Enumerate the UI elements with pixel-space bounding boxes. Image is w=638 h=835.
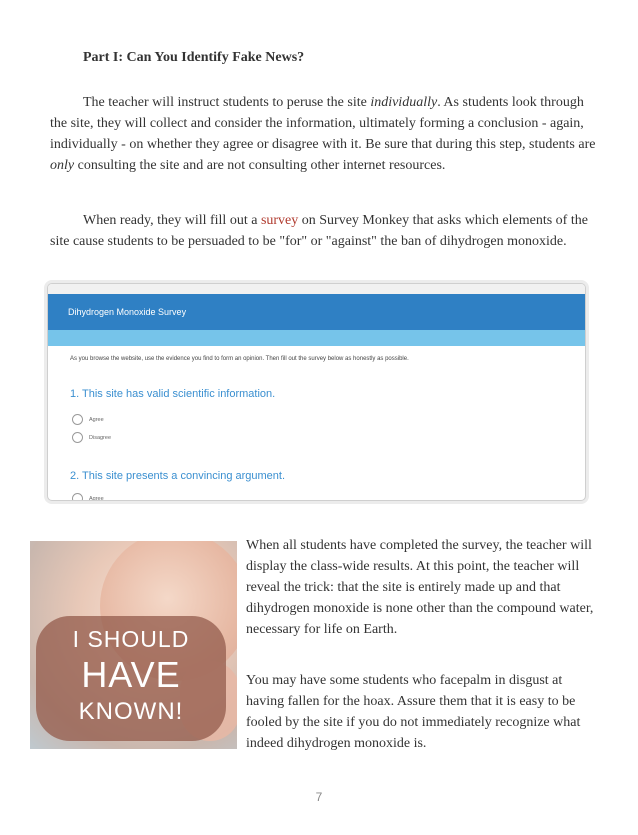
survey-screenshot <box>47 283 586 501</box>
para2-text-b: on Survey Monkey that asks which elements of the site cause students to be persuaded to be "for" or "against" the ban of dihydrogen monoxide. <box>50 213 588 249</box>
section-heading: Part I: Can You Identify Fake News? <box>83 50 305 65</box>
page-number: 7 <box>315 790 323 804</box>
baby-facepalm-image <box>30 541 237 749</box>
survey-option-label: Agree <box>89 416 104 423</box>
caption-line-2: HAVE <box>81 654 181 695</box>
radio-icon[interactable] <box>72 432 83 443</box>
survey-option-disagree[interactable] <box>72 432 111 443</box>
para1-text-b: . As students look through the site, they will collect and consider the information, ultimately forming a conclusion - again, individually - on whether they agree or disagree with it. Be sure that during this step, students are <box>50 95 596 152</box>
para1-text-a: The teacher will instruct students to peruse the site <box>83 95 371 110</box>
radio-icon[interactable] <box>72 493 83 501</box>
hoax-paragraph: You may have some students who facepalm in disgust at having fallen for the hoax. Assure them that it is easy to be fooled by the site if you do not immediately recognize what indeed dihydrogen monoxide is. <box>246 673 581 751</box>
survey-top-bar <box>48 284 585 294</box>
survey-option-label: Agree <box>89 495 104 501</box>
survey-band <box>48 330 585 346</box>
image-caption-overlay <box>36 616 226 741</box>
survey-question-2: 2. This site presents a convincing argument. <box>70 470 286 482</box>
survey-link[interactable]: survey <box>260 213 299 228</box>
para1-emphasis-only: only <box>50 158 75 173</box>
para2-text-a: When ready, they will fill out a <box>83 213 261 228</box>
survey-option-agree-2[interactable] <box>72 493 104 501</box>
survey-paragraph <box>50 210 598 252</box>
survey-title: Dihydrogen Monoxide Survey <box>48 294 585 330</box>
para1-text-c: consulting the site and are not consulting other internet resources. <box>74 158 446 173</box>
radio-icon[interactable] <box>72 414 83 425</box>
survey-option-label: Disagree <box>89 434 112 441</box>
survey-question-1: 1. This site has valid scientific information. <box>70 388 276 400</box>
para1-emphasis-individually: individually <box>370 95 438 110</box>
reveal-paragraph: When all students have completed the survey, the teacher will display the class-wide results. At this point, the teacher will reveal the trick: that the site is entirely made up and that dihydrogen monoxide is none other than the compound water, necessary for life on Earth. <box>246 538 594 637</box>
caption-line-1: I SHOULD <box>72 626 190 652</box>
caption-line-3: KNOWN! <box>78 698 184 725</box>
instruction-paragraph <box>50 92 598 176</box>
survey-option-agree[interactable] <box>72 414 104 425</box>
survey-intro: As you browse the website, use the evidence you find to form an opinion. Then fill out the survey below as honestly as possible. <box>70 356 409 362</box>
